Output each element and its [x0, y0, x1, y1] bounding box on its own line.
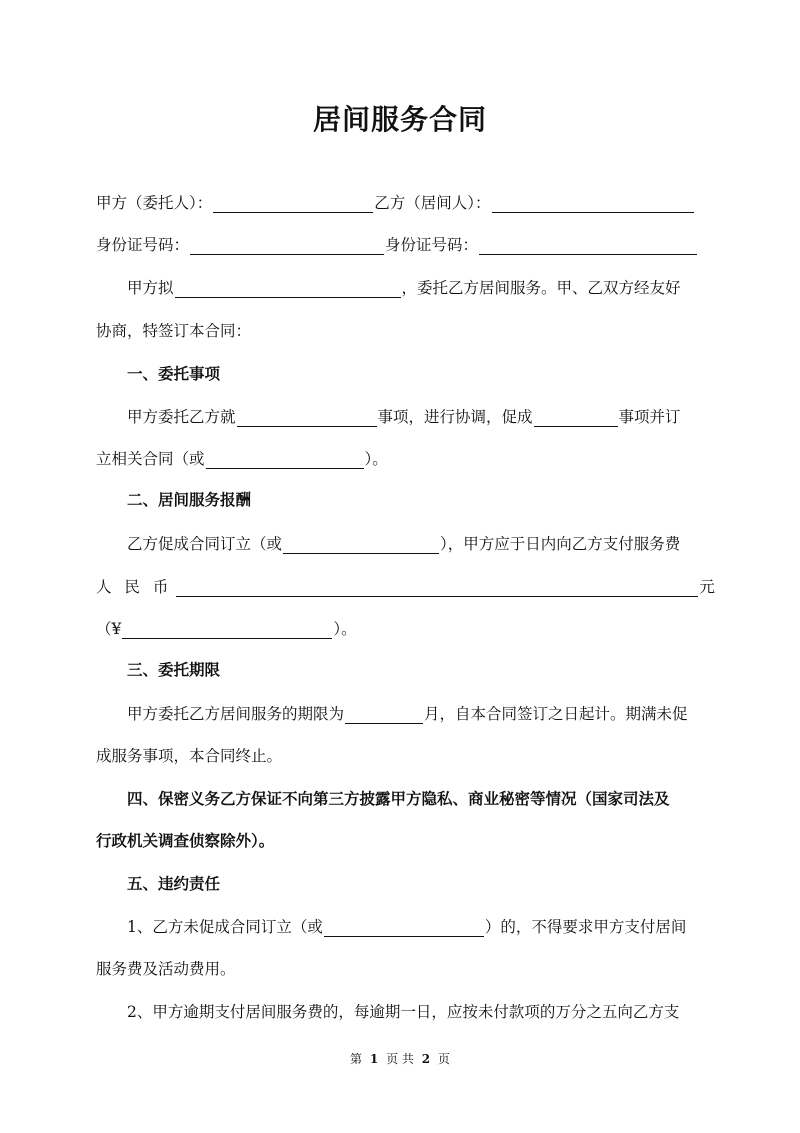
section-2-text-a: 乙方促成合同订立（或 [127, 535, 283, 553]
section-3-blank [345, 707, 423, 724]
party-a-label: 甲方（委托人）： [96, 194, 213, 212]
section-5-line-3: 2、甲方逾期支付居间服务费的，每逾期一日，应按未付款项的万分之五向乙方支 [127, 1003, 680, 1021]
intro-blank [175, 281, 401, 298]
party-line [96, 193, 695, 213]
section-3-text-a: 甲方委托乙方居间服务的期限为 [127, 705, 345, 723]
id-line [96, 235, 698, 255]
section-2-text-e: （¥ [96, 620, 122, 638]
section-1-text-e: ）。 [364, 450, 388, 468]
footer-prefix: 第 [350, 1052, 363, 1066]
section-4-line-1: 四、保密义务乙方保证不向第三方披露甲方隐私、商业秘密等情况（国家司法及 [127, 790, 670, 808]
section-1-line-1 [127, 407, 681, 427]
footer-middle: 页 共 [386, 1052, 414, 1066]
section-1-text-c: 事项并订 [618, 408, 681, 426]
section-1-blank-2 [534, 410, 618, 427]
id-a-blank [190, 238, 384, 255]
section-5-text-a: 1、乙方未促成合同订立（或 [127, 918, 323, 936]
section-2-text-d: 元 [699, 578, 715, 596]
section-5-heading: 五、违约责任 [127, 875, 221, 893]
footer-suffix: 页 [437, 1052, 450, 1066]
section-3-heading: 三、委托期限 [127, 661, 221, 679]
footer-total-pages: 2 [421, 1052, 431, 1066]
section-2-text-f: ）。 [333, 620, 357, 638]
section-5-blank [324, 920, 484, 937]
section-2-text-c: 人 民 币 [96, 578, 173, 596]
section-2-heading: 二、居间服务报酬 [127, 491, 252, 509]
section-1-blank-3 [206, 452, 364, 469]
section-5-line-2: 服务费及活动费用。 [96, 960, 236, 978]
document-title: 居间服务合同 [312, 103, 487, 136]
section-5-line-1 [127, 917, 686, 937]
page-footer [0, 1050, 800, 1067]
intro-line-1 [127, 278, 681, 298]
section-2-blank-1 [283, 537, 439, 554]
id-a-label: 身份证号码： [96, 236, 190, 254]
section-5-text-b: ）的，不得要求甲方支付居间 [484, 918, 687, 936]
section-1-blank-1 [237, 410, 377, 427]
section-2-text-b: ），甲方应于日内向乙方支付服务费 [440, 535, 681, 553]
section-3-text-b: 月，自本合同签订之日起计。期满未促 [424, 705, 688, 723]
party-b-label: 乙方（居间人）： [374, 194, 491, 212]
intro-line-2: 协商，特签订本合同： [96, 322, 252, 340]
id-b-label: 身份证号码： [385, 236, 479, 254]
intro-text-end: ，委托乙方居间服务。甲、乙双方经友好 [401, 279, 681, 297]
party-b-blank [492, 196, 694, 213]
section-2-line-3 [96, 619, 357, 639]
id-b-blank [479, 238, 697, 255]
party-a-blank [213, 196, 373, 213]
section-2-line-1 [127, 534, 680, 554]
section-3-line-2: 成服务事项，本合同终止。 [96, 747, 283, 765]
section-2-blank-3 [122, 622, 332, 639]
section-2-line-2 [96, 577, 715, 597]
section-1-heading: 一、委托事项 [127, 365, 221, 383]
section-3-line-1 [127, 704, 688, 724]
section-1-line-2 [96, 449, 388, 469]
section-4-line-2: 行政机关调查侦察除外）。 [96, 832, 275, 850]
section-2-blank-2 [176, 580, 698, 597]
intro-text-start: 甲方拟 [127, 279, 174, 297]
section-1-text-d: 立相关合同（或 [96, 450, 205, 468]
footer-page-number: 1 [369, 1052, 379, 1066]
section-1-text-b: 事项，进行协调，促成 [377, 408, 533, 426]
section-1-text-a: 甲方委托乙方就 [127, 408, 236, 426]
